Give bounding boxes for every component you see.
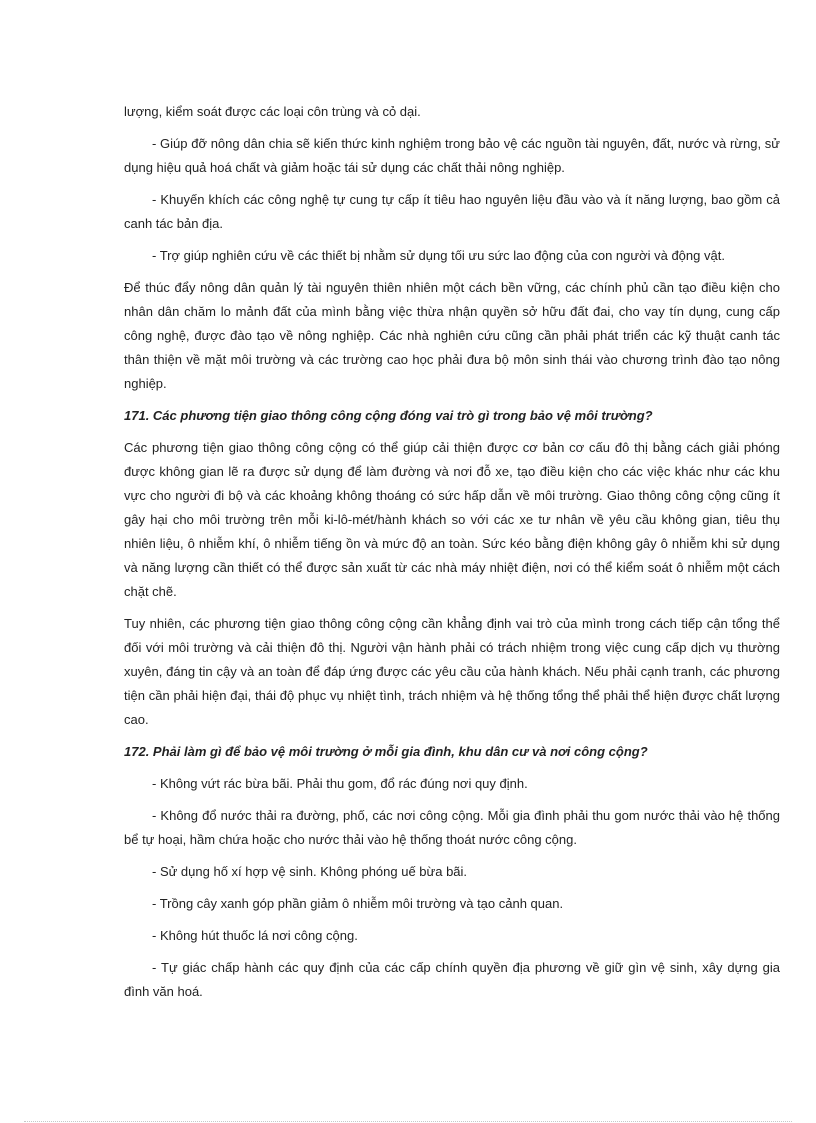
list-item: - Tự giác chấp hành các quy định của các cấp chính quyền địa phương về giữ gìn vệ sinh, xây dựng gia đình văn hoá. — [124, 960, 780, 999]
list-item: - Trợ giúp nghiên cứu về các thiết bị nhằm sử dụng tối ưu sức lao động của con người và động vật. — [152, 248, 725, 263]
page-bottom-divider — [24, 1121, 792, 1122]
paragraph: Các phương tiện giao thông công cộng có thể giúp cải thiện được cơ bản cơ cấu đô thị bằng cách giải phóng được không gian lẽ ra được sử dụng để làm đường và nơi đỗ xe, tạo điều kiện cho các việc khác như các khu vực cho người đi bộ và các khoảng không thoáng có sức hấp dẫn về môi trường. Giao thông công cộng cũng ít gây hại cho môi trường trên mỗi ki-lô-mét/hành khách so với các xe tư nhân về yêu cầu không gian, tiêu thụ nhiên liệu, ô nhiễm khí, ô nhiễm tiếng ồn và mức độ an toàn. Sức kéo bằng điện không gây ô nhiễm khi sử dụng và năng lượng cần thiết có thể được sản xuất từ các nhà máy nhiệt điện, nơi có thể kiểm soát ô nhiễm một cách chặt chẽ. — [124, 440, 780, 599]
list-item: - Không vứt rác bừa bãi. Phải thu gom, đổ rác đúng nơi quy định. — [152, 776, 528, 791]
document-page — [124, 100, 780, 1012]
list-item: - Giúp đỡ nông dân chia sẽ kiến thức kinh nghiệm trong bảo vệ các nguồn tài nguyên, đất, nước và rừng, sử dụng hiệu quả hoá chất và giảm hoặc tái sử dụng các chất thải nông nghiệp. — [124, 136, 780, 175]
paragraph: Tuy nhiên, các phương tiện giao thông công cộng cần khẳng định vai trò của mình trong cách tiếp cận tổng thể đối với môi trường và cải thiện đô thị. Người vận hành phải có trách nhiệm trong việc cung cấp dịch vụ thường xuyên, đáng tin cậy và an toàn để đáp ứng được các yêu cầu của hành khách. Nếu phải cạnh tranh, các phương tiện cần phải hiện đại, thái độ phục vụ nhiệt tình, trách nhiệm và hệ thống tổng thể phải thể hiện được chất lượng cao. — [124, 616, 780, 727]
list-item: - Không hút thuốc lá nơi công cộng. — [152, 928, 358, 943]
list-item: - Không đổ nước thải ra đường, phố, các nơi công cộng. Mỗi gia đình phải thu gom nước thải vào hệ thống bể tự hoại, hầm chứa hoặc cho nước thải vào hệ thống thoát nước công cộng. — [124, 808, 780, 847]
list-item: - Khuyến khích các công nghệ tự cung tự cấp ít tiêu hao nguyên liệu đầu vào và ít năng lượng, bao gồm cả canh tác bản địa. — [124, 192, 780, 231]
paragraph: Để thúc đẩy nông dân quản lý tài nguyên thiên nhiên một cách bền vững, các chính phủ cần tạo điều kiện cho nhân dân chăm lo mảnh đất của mình bằng việc thừa nhận quyền sở hữu đất đai, cho vay tín dụng, cung cấp công nghệ, được đào tạo về nông nghiệp. Các nhà nghiên cứu cũng cần phải phát triển các kỹ thuật canh tác thân thiện về mặt môi trường và các trường cao học phải đưa bộ môn sinh thái vào chương trình đào tạo nông nghiệp. — [124, 280, 780, 391]
section-heading-172: 172. Phải làm gì để bảo vệ môi trường ở mỗi gia đình, khu dân cư và nơi công cộng? — [124, 744, 648, 759]
list-item: - Sử dụng hố xí hợp vệ sinh. Không phóng uế bừa bãi. — [152, 864, 468, 879]
section-heading-171: 171. Các phương tiện giao thông công cộng đóng vai trò gì trong bảo vệ môi trường? — [124, 408, 653, 423]
paragraph-continuation: lượng, kiểm soát được các loại côn trùng và cỏ dại. — [124, 104, 421, 119]
list-item: - Trồng cây xanh góp phần giảm ô nhiễm môi trường và tạo cảnh quan. — [152, 896, 564, 911]
